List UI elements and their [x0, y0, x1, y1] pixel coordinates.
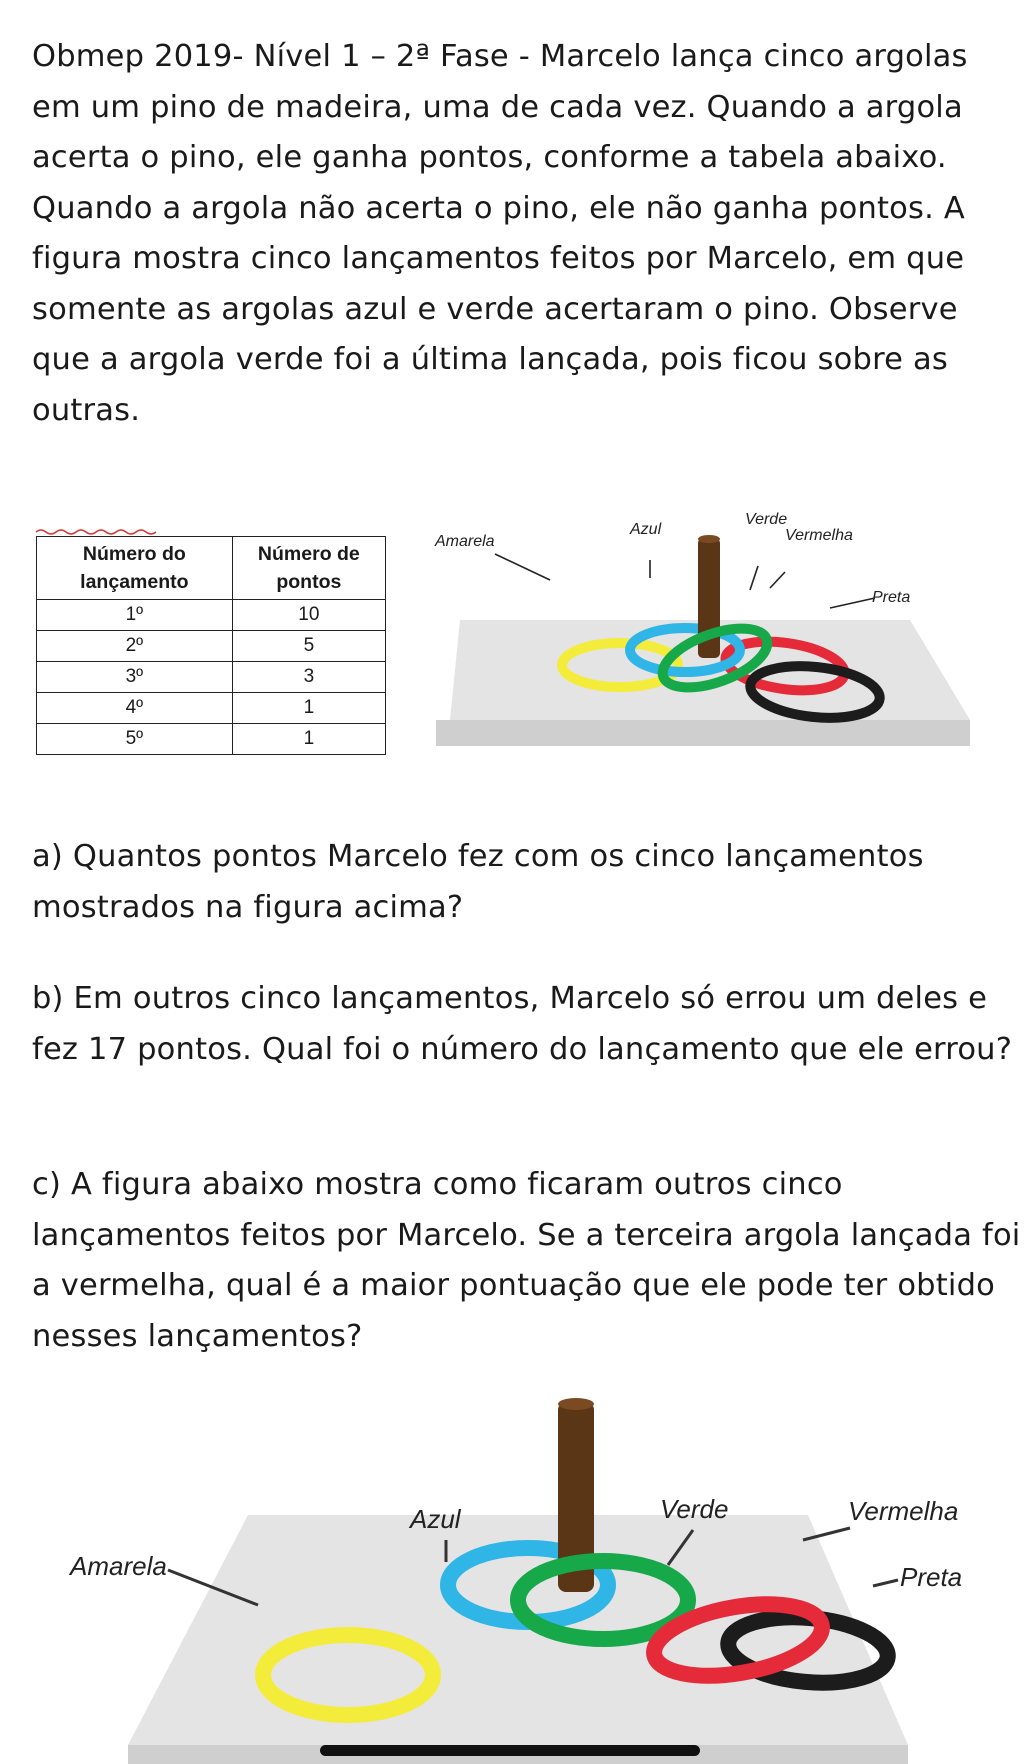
table-row: [37, 600, 386, 631]
label-vermelha: Vermelha: [785, 527, 853, 544]
table-row: [37, 631, 386, 662]
points-value: 1: [232, 693, 385, 724]
label-amarela: Amarela: [435, 533, 495, 550]
label-preta: Preta: [900, 1562, 963, 1592]
label-azul: Azul: [410, 1504, 461, 1534]
points-table: [36, 536, 386, 755]
question-c: c) A figura abaixo mostra como ficaram outros cinco lançamentos feitos por Marcelo. Se a terceira argola lançada foi a vermelha, qual é a maior pontuação que ele pode ter obtido nesses lançamentos?: [32, 1167, 1021, 1354]
peg-top: [698, 535, 720, 543]
label-verde: Verde: [660, 1494, 729, 1524]
spellcheck-underline: [36, 527, 156, 535]
label-verde: Verde: [745, 511, 788, 528]
throw-number: 5º: [37, 724, 233, 755]
points-value: 3: [232, 662, 385, 693]
points-value: 1: [232, 724, 385, 755]
table-header-points: Número de pontos: [232, 537, 385, 600]
table-row: [37, 693, 386, 724]
table-row: [37, 724, 386, 755]
ring-toss-figure-1: [435, 511, 1000, 790]
question-b: b) Em outros cinco lançamentos, Marcelo só errou um deles e fez 17 pontos. Qual foi o número do lançamento que ele errou?: [32, 981, 1013, 1067]
throw-number: 3º: [37, 662, 233, 693]
label-azul: Azul: [630, 521, 662, 538]
table-row: [37, 662, 386, 693]
question-a: a) Quantos pontos Marcelo fez com os cinco lançamentos mostrados na figura acima?: [32, 839, 924, 925]
home-indicator[interactable]: [320, 1745, 700, 1756]
throw-number: 2º: [37, 631, 233, 662]
throw-number: 1º: [37, 600, 233, 631]
points-value: 10: [232, 600, 385, 631]
problem-statement: Obmep 2019- Nível 1 – 2ª Fase - Marcelo lança cinco argolas em um pino de madeira, uma de cada vez. Quando a argola acerta o pino, ele ganha pontos, conforme a tabela abaixo. Quando a argola não acerta o pino, ele não ganha pontos. A figura mostra cinco lançamentos feitos por Marcelo, em que somente as argolas azul e verde acertaram o pino. Observe que a argola verde foi a última lançada, pois ficou sobre as outras.: [32, 39, 968, 428]
label-vermelha: Vermelha: [848, 1496, 959, 1526]
throw-number: 4º: [37, 693, 233, 724]
points-value: 5: [232, 631, 385, 662]
peg-top: [558, 1398, 594, 1410]
table-header-throw: Número do lançamento: [37, 537, 233, 600]
ring-toss-figure-2: [48, 1390, 1008, 1764]
board-front: [436, 720, 970, 746]
label-amarela: Amarela: [70, 1551, 167, 1581]
label-preta: Preta: [872, 589, 911, 606]
